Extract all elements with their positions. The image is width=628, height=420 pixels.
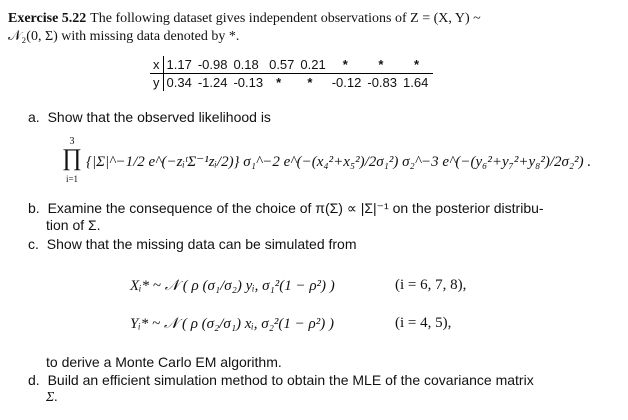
part-a-text: Show that the observed likelihood is — [47, 109, 271, 125]
likelihood-formula: {|Σ|^−1/2 e^(−zᵢᵗΣ⁻¹zᵢ/2)} σ₁^−2 e^(−(x₄²+x₅²)/2σ₁²) σ₂^−3 e^(−(y₆²+y₇²+y₈²)/2σ₂²) . — [86, 154, 592, 170]
part-c-marker: c. — [28, 236, 39, 252]
part-b-text: Examine the consequence of the choice of π(Σ) ∝ |Σ|⁻¹ on the posterior distribu- — [47, 200, 544, 216]
table-cell: 1.17 — [163, 56, 195, 74]
product-symbol: ∏ — [62, 145, 82, 171]
table-row-label: x — [150, 56, 163, 74]
table-cell: -0.13 — [233, 75, 264, 90]
table-cell: -0.12 — [331, 75, 362, 90]
part-a — [28, 108, 271, 126]
part-a-marker: a. — [28, 109, 40, 125]
table-cell: * — [329, 56, 365, 74]
table-cell: -0.98 — [195, 56, 231, 74]
product-lower-limit: i=1 — [65, 174, 79, 184]
table-cell: 1.64 — [403, 75, 429, 90]
equation-x: Xᵢ* ~ 𝒩 ( ρ (σ₁/σ₂) yᵢ, σ₁²(1 − ρ²) ) — [130, 278, 335, 294]
part-d-text: Build an efficient simulation method to obtain the MLE of the covariance matrix — [47, 372, 534, 388]
part-d-line2: Σ. — [46, 390, 58, 405]
table-cell: * — [276, 75, 282, 90]
table-row-x — [150, 56, 433, 74]
exercise-intro-line1 — [8, 8, 481, 28]
table-row-label: y — [150, 74, 163, 92]
equation-x-condition: (i = 6, 7, 8), — [395, 277, 467, 293]
table-cell: -1.24 — [197, 75, 228, 90]
part-b-line1 — [28, 199, 544, 217]
exercise-intro-text: The following dataset gives independent observations of Z = (X, Y) ~ — [90, 11, 481, 26]
part-c-text: Show that the missing data can be simulated from — [46, 236, 357, 252]
data-table — [150, 56, 433, 91]
part-b-marker: b. — [28, 200, 40, 216]
table-cell: 0.57 — [266, 56, 297, 74]
part-c — [28, 235, 357, 253]
part-d-marker: d. — [28, 372, 40, 388]
table-cell: 0.18 — [230, 56, 266, 74]
table-cell: 0.34 — [166, 75, 192, 90]
table-cell: * — [400, 56, 433, 74]
part-b-line2: tion of Σ. — [46, 217, 101, 233]
table-cell: * — [307, 75, 313, 90]
exercise-label: Exercise 5.22 — [8, 11, 87, 26]
product-upper-limit: 3 — [69, 136, 75, 147]
equation-y: Yᵢ* ~ 𝒩 ( ρ (σ₂/σ₁) xᵢ, σ₂²(1 − ρ²) ) — [130, 316, 334, 332]
equation-y-condition: (i = 4, 5), — [395, 315, 452, 331]
table-cell: 0.21 — [297, 56, 328, 74]
part-d-line1 — [28, 371, 534, 389]
table-cell: -0.83 — [367, 75, 397, 90]
table-row-y — [150, 74, 433, 92]
exercise-intro-line2: 𝒩₂(0, Σ) with missing data denoted by *. — [8, 29, 240, 44]
table-cell: * — [364, 56, 400, 74]
part-c-after: to derive a Monte Carlo EM algorithm. — [46, 354, 282, 370]
